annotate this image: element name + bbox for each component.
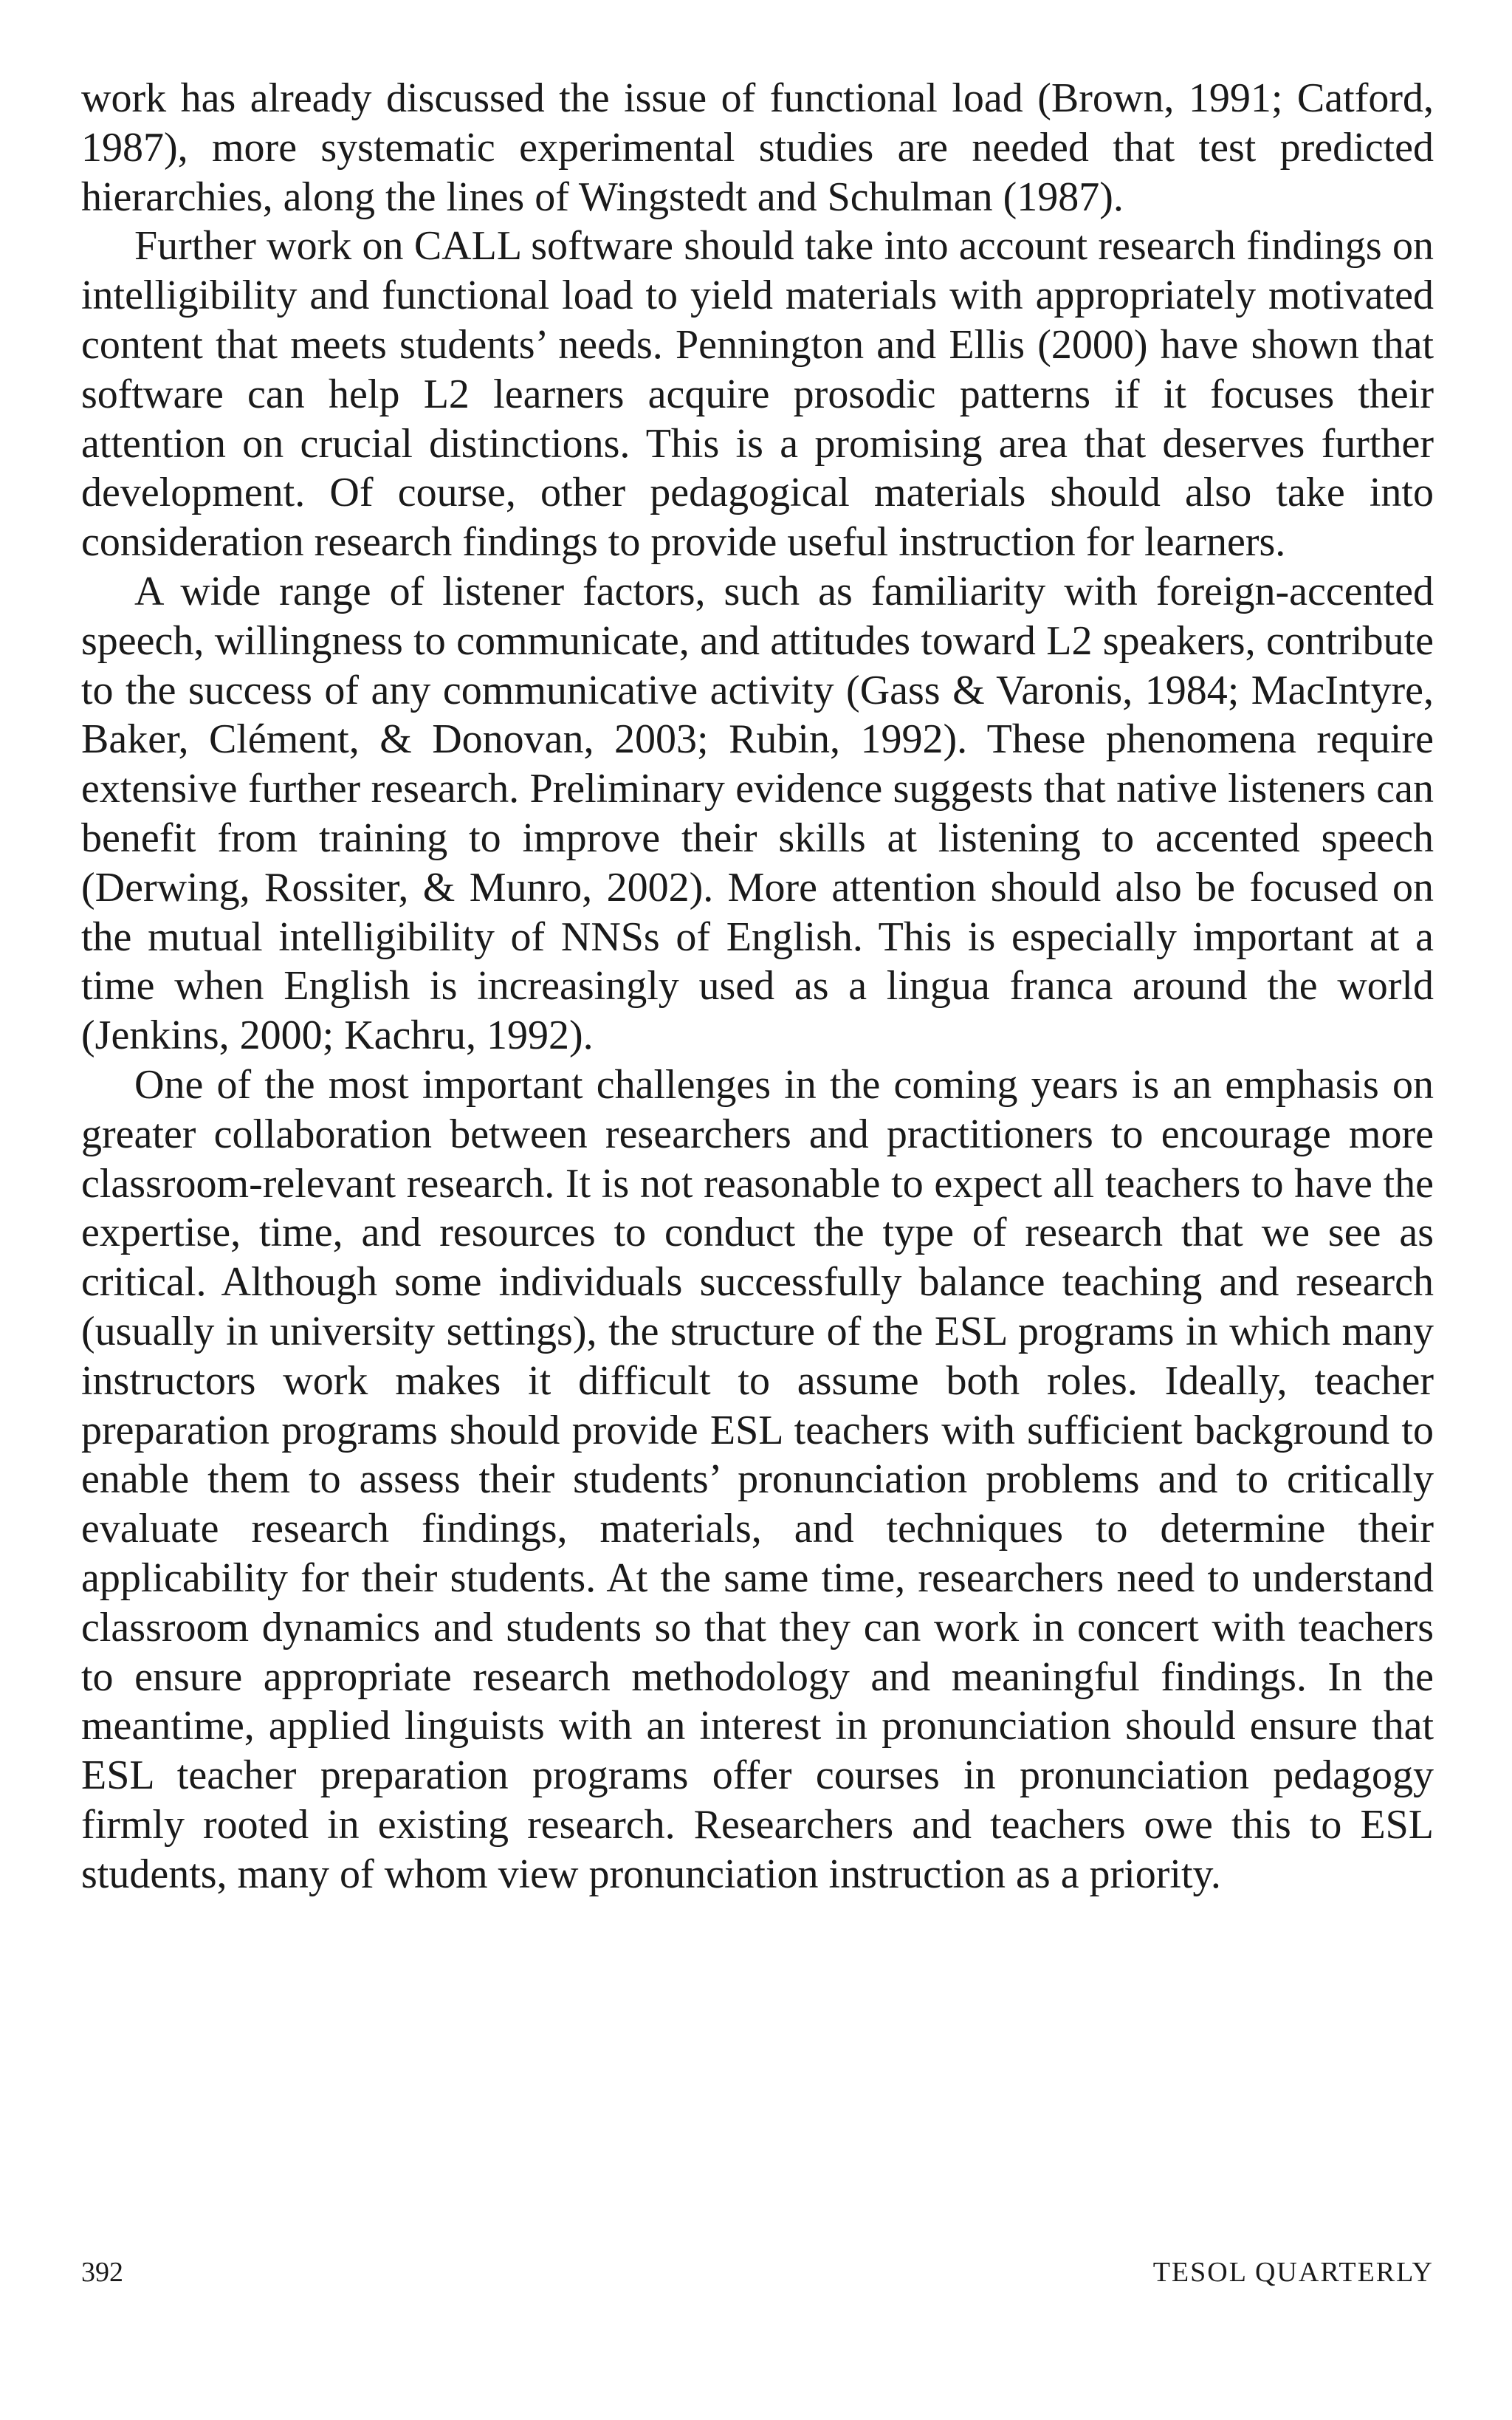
- page-footer: [81, 2256, 1434, 2289]
- running-head: TESOL QUARTERLY: [1152, 2257, 1434, 2288]
- paragraph-call-software: Further work on CALL software should take into account research findings on intelligibility and functional load to yield materials with appropriately motivated content that meets students’ needs. Pennington and Ellis (2000) have shown that software can help L2 learners acquire prosodic patterns if it focuses their attention on crucial distinctions. This is a promising area that deserves further development. Of course, other pedagogical materials should also take into consideration research findings to provide useful instruction for learners.: [81, 223, 1434, 566]
- page-body: [81, 74, 1434, 1899]
- paragraph-collaboration: One of the most important challenges in the coming years is an emphasis on greater collaboration between researchers and practitioners to encourage more classroom-relevant research. It is not reasonable to expect all teachers to have the expertise, time, and resources to conduct the type of research that we see as critical. Although some individuals successfully balance teaching and research (usually in university settings), the structure of the ESL programs in which many instructors work makes it difficult to assume both roles. Ideally, teacher preparation programs should provide ESL teachers with sufficient background to enable them to assess their students’ pronunciation problems and to critically evaluate research findings, materials, and techniques to determine their applicability for their students. At the same time, researchers need to understand classroom dynamics and students so that they can work in concert with teachers to ensure appropriate research methodology and meaningful findings. In the meantime, applied linguists with an interest in pronunciation should ensure that ESL teacher preparation programs offer courses in pronunciation pedagogy firmly rooted in existing research. Researchers and teachers owe this to ESL students, many of whom view pronunciation instruction as a priority.: [81, 1061, 1434, 1897]
- paragraph-continuation: work has already discussed the issue of functional load (Brown, 1991; Catford, 1987), more systematic experimental studies are needed that test predicted hierarchies, along the lines of Wingstedt and Schulman (1987).: [81, 75, 1434, 220]
- page-number: 392: [81, 2257, 123, 2288]
- paragraph-listener-factors: A wide range of listener factors, such as familiarity with foreign-accented speech, willingness to communicate, and attitudes toward L2 speakers, contribute to the success of any communicative activity (Gass & Varonis, 1984; MacIntyre, Baker, Clément, & Donovan, 2003; Rubin, 1992). These phenomena require extensive further research. Preliminary evidence suggests that native listeners can benefit from training to improve their skills at listening to accented speech (Derwing, Rossiter, & Munro, 2002). More attention should also be focused on the mutual intelligibility of NNSs of English. This is especially important at a time when English is increasingly used as a lingua franca around the world (Jenkins, 2000; Kachru, 1992).: [81, 568, 1434, 1059]
